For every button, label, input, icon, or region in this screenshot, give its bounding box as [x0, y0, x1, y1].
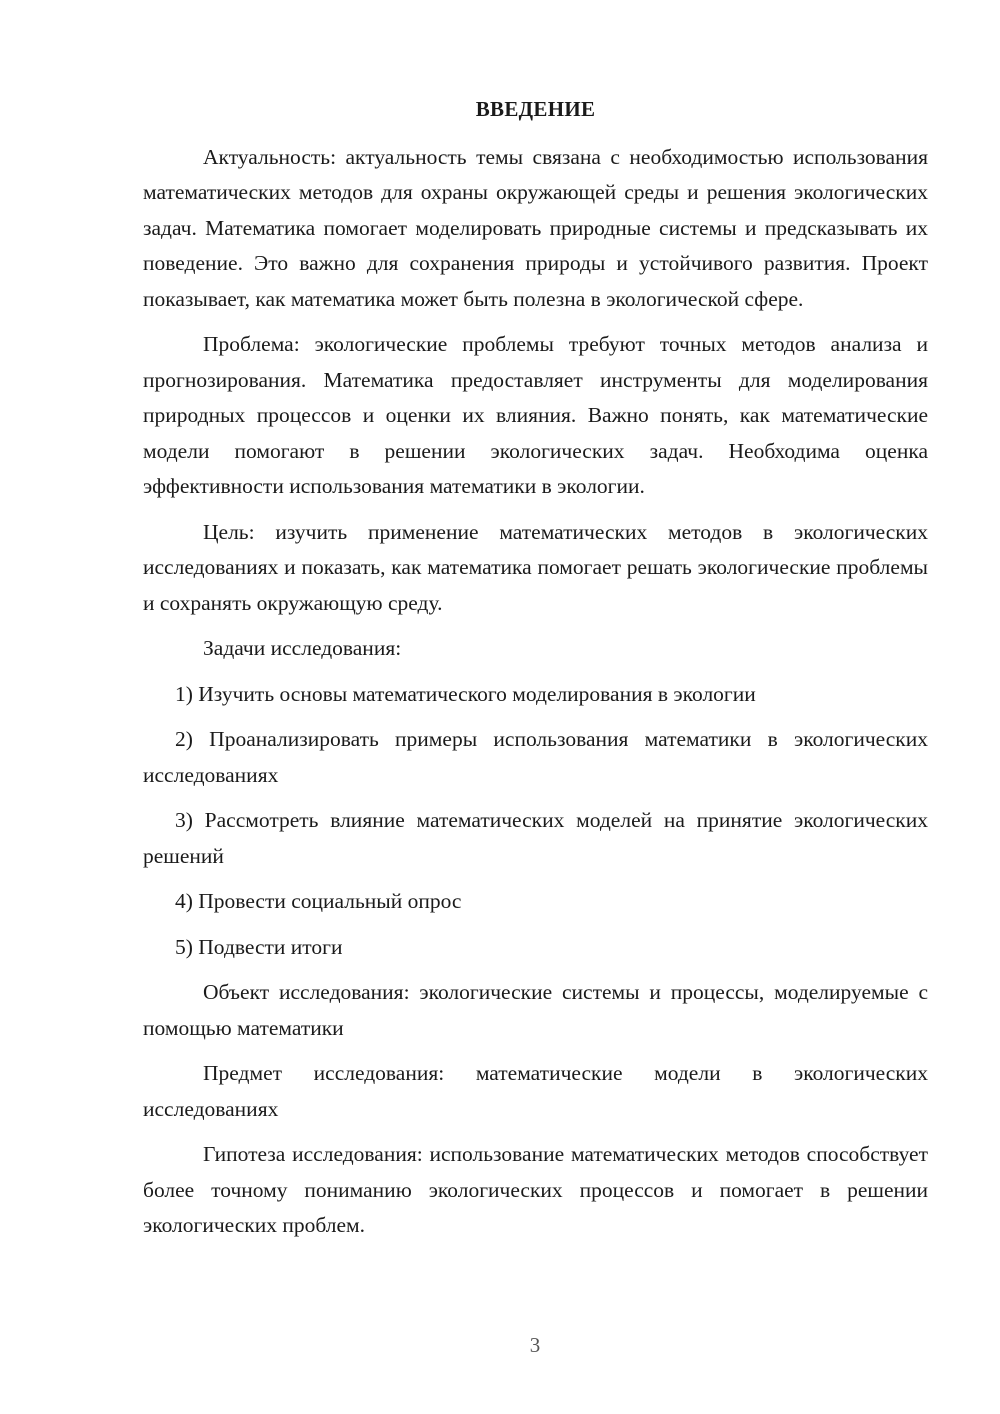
tasks-heading: Задачи исследования:: [203, 636, 402, 660]
paragraph-object: Объект исследования: экологические системы и процессы, моделируемые с помощью математики: [143, 980, 928, 1040]
document-page: [143, 92, 928, 1254]
task-item-2: 2) Проанализировать примеры использования математики в экологических исследованиях: [143, 727, 928, 787]
paragraph-subject: Предмет исследования: математические модели в экологических исследованиях: [143, 1061, 928, 1121]
paragraph-problem: Проблема: экологические проблемы требуют точных методов анализа и прогнозирования. Математика предоставляет инструменты для моделирования природных процессов и оценки их влияния. Важно понять, как математические модели помогают в решении экологических задач. Необходима оценка эффективности использования математики в экологии.: [143, 332, 928, 498]
task-item-3: 3) Рассмотреть влияние математических моделей на принятие экологических решений: [143, 808, 928, 868]
task-item-4: 4) Провести социальный опрос: [175, 889, 462, 913]
paragraph-relevance: Актуальность: актуальность темы связана с необходимостью использования математических методов для охраны окружающей среды и решения экологических задач. Математика помогает моделировать природные системы и предсказывать их поведение. Это важно для сохранения природы и устойчивого развития. Проект показывает, как математика может быть полезна в экологической сфере.: [143, 144, 928, 311]
page-number: 3: [529, 1333, 541, 1357]
section-title: ВВЕДЕНИЕ: [475, 97, 596, 121]
task-item-5: 5) Подвести итоги: [175, 934, 343, 959]
paragraph-hypothesis: Гипотеза исследования: использование математических методов способствует более точному пониманию экологических процессов и помогает в решении экологических проблем.: [143, 1142, 928, 1237]
paragraph-goal: Цель: изучить применение математических методов в экологических исследованиях и показать, как математика помогает решать экологические проблемы и сохранять окружающую среду.: [143, 519, 928, 615]
task-item-1: 1) Изучить основы математического моделирования в экологии: [175, 681, 756, 706]
